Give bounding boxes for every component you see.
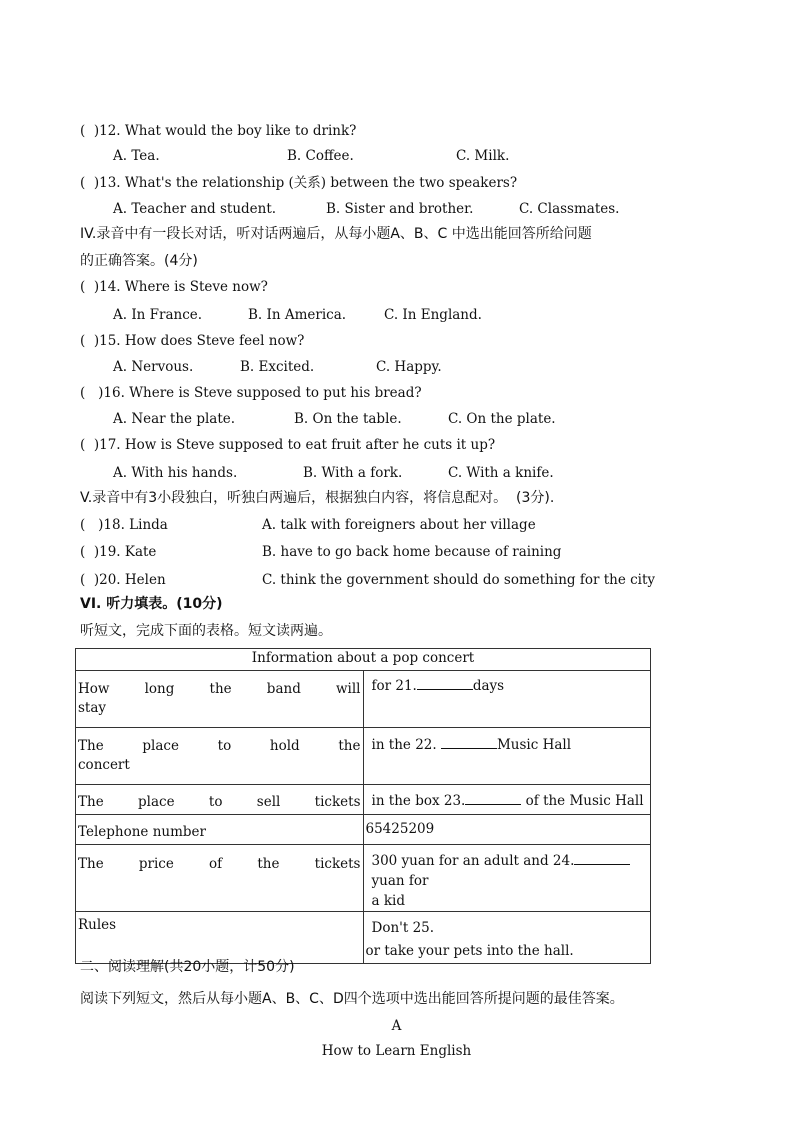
value-suffix: yuan for xyxy=(371,873,429,889)
question-15-option-b: B. Excited. xyxy=(240,359,315,375)
label-line-1: The place to hold the xyxy=(78,738,361,754)
table-row-value xyxy=(363,912,651,964)
table-row-label xyxy=(76,845,364,912)
question-17-option-b: B. With a fork. xyxy=(303,465,403,481)
pop-concert-info-table xyxy=(75,648,651,964)
table-row-label: Rules xyxy=(76,912,364,964)
table-row-value xyxy=(363,845,651,912)
table-row xyxy=(76,728,651,785)
question-16-option-b: B. On the table. xyxy=(294,411,402,427)
question-14-option-b: B. In America. xyxy=(248,307,347,323)
table-row-label xyxy=(76,671,364,728)
table-row-value xyxy=(363,728,651,785)
passage-title: How to Learn English xyxy=(321,1043,472,1059)
label-line-1: How long the band will xyxy=(78,681,361,697)
rule-line-1: Don't 25. xyxy=(371,920,435,936)
question-14-option-a: A. In France. xyxy=(113,307,203,323)
value-prefix: for 21. xyxy=(371,678,417,694)
section-5-instruction: V.录音中有3小段独白，听独白两遍后，根据独白内容，将信息配对。 (3分). xyxy=(80,490,555,506)
table-row-value: 65425209 xyxy=(363,815,651,845)
question-15-stem: ( )15. How does Steve feel now? xyxy=(80,333,305,349)
value-prefix: in the box 23. xyxy=(371,793,466,809)
value-line-2: a kid xyxy=(371,893,405,909)
rule-line-2: or take your pets into the hall. xyxy=(365,943,574,959)
table-row-value xyxy=(363,785,651,815)
value-prefix: in the 22. xyxy=(371,737,441,753)
section-4-instruction-line1: IV.录音中有一段长对话，听对话两遍后，从每小题A、B、C 中选出能回答所给问题 xyxy=(80,226,592,242)
question-17-stem: ( )17. How is Steve supposed to eat fruit after he cuts it up? xyxy=(80,437,496,453)
passage-letter: A xyxy=(391,1018,402,1034)
question-13-option-b: B. Sister and brother. xyxy=(326,201,474,217)
matching-20-speaker: ( )20. Helen xyxy=(80,572,166,588)
label-text: The place to sell tickets xyxy=(78,794,361,810)
question-15-option-c: C. Happy. xyxy=(376,359,442,375)
matching-18-speaker: ( )18. Linda xyxy=(80,517,168,533)
label-text: The price of the tickets xyxy=(78,856,361,872)
question-12-option-b: B. Coffee. xyxy=(287,148,354,164)
question-15-option-a: A. Nervous. xyxy=(113,359,194,375)
table-row xyxy=(76,815,651,845)
answer-blank-24[interactable] xyxy=(574,850,630,865)
answer-blank-23[interactable] xyxy=(465,790,521,805)
question-17-option-c: C. With a knife. xyxy=(448,465,554,481)
question-13-option-c: C. Classmates. xyxy=(519,201,620,217)
question-16-stem: ( )16. Where is Steve supposed to put his bread? xyxy=(80,385,422,401)
table-row-label xyxy=(76,785,364,815)
value-prefix: 300 yuan for an adult and 24. xyxy=(371,853,575,869)
table-row-label: Telephone number xyxy=(76,815,364,845)
answer-blank-22[interactable] xyxy=(441,734,497,749)
matching-option-a: A. talk with foreigners about her village xyxy=(262,517,536,533)
label-line-2: concert xyxy=(78,757,130,773)
section-6-title: VI. 听力填表。(10分) xyxy=(80,596,223,612)
question-16-option-a: A. Near the plate. xyxy=(113,411,236,427)
matching-19-speaker: ( )19. Kate xyxy=(80,544,157,560)
matching-option-b: B. have to go back home because of raining xyxy=(262,544,562,560)
question-14-stem: ( )14. Where is Steve now? xyxy=(80,279,268,295)
section-6-instruction: 听短文，完成下面的表格。短文读两遍。 xyxy=(80,623,332,639)
reading-instruction: 阅读下列短文，然后从每小题A、B、C、D四个选项中选出能回答所提问题的最佳答案。 xyxy=(80,991,624,1007)
value-suffix: Music Hall xyxy=(496,737,572,753)
reading-section-title: 二、阅读理解(共20小题，计50分) xyxy=(80,959,295,975)
question-12-stem: ( )12. What would the boy like to drink? xyxy=(80,123,357,139)
label-line-2: stay xyxy=(78,700,107,716)
value-suffix: days xyxy=(472,678,505,694)
question-14-option-c: C. In England. xyxy=(384,307,482,323)
table-row xyxy=(76,912,651,964)
value-suffix: of the Music Hall xyxy=(521,793,644,809)
matching-option-c: C. think the government should do something for the city xyxy=(262,572,656,588)
section-4-instruction-line2: 的正确答案。(4分) xyxy=(80,253,198,269)
table-row-label xyxy=(76,728,364,785)
question-12-option-a: A. Tea. xyxy=(113,148,160,164)
table-row-value xyxy=(363,671,651,728)
table-row xyxy=(76,671,651,728)
table-row xyxy=(76,785,651,815)
table-header: Information about a pop concert xyxy=(76,649,651,671)
question-17-option-a: A. With his hands. xyxy=(113,465,238,481)
answer-blank-21[interactable] xyxy=(417,675,473,690)
table-row xyxy=(76,845,651,912)
question-13-stem: ( )13. What's the relationship (关系) between the two speakers? xyxy=(80,175,518,191)
question-13-option-a: A. Teacher and student. xyxy=(113,201,277,217)
question-16-option-c: C. On the plate. xyxy=(448,411,556,427)
question-12-option-c: C. Milk. xyxy=(456,148,510,164)
